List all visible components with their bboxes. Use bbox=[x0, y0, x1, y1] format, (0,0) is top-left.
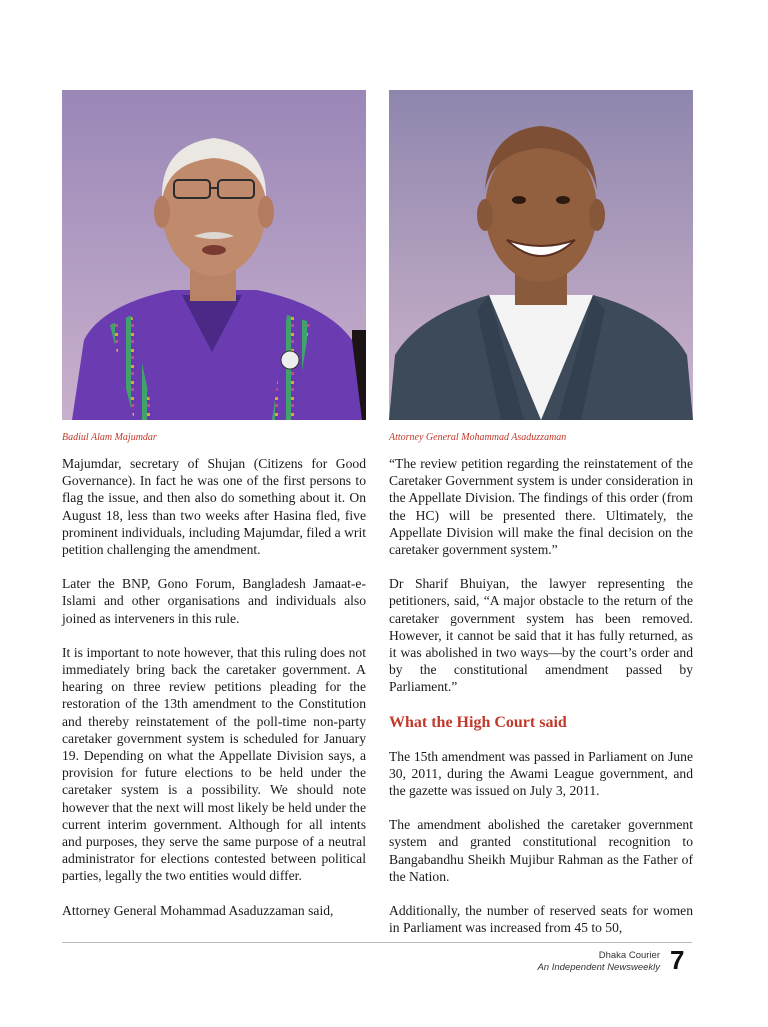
paragraph: Additionally, the number of reserved seats for women in Parliament was increased from 45 to 50, bbox=[389, 903, 693, 936]
photo-caption-right: Attorney General Mohammad Asaduzzaman bbox=[389, 432, 567, 443]
article-column-left bbox=[62, 455, 366, 936]
portrait-photo-asaduzzaman bbox=[389, 90, 693, 420]
article-column-right bbox=[389, 455, 693, 953]
paragraph: It is important to note however, that this ruling does not immediately bring back the caretaker government. A hearing on three review petitions pleading for the restoration of the 13th amendment to the Constitution and thereby reinstatement of the poll-time non-party caretaker government system is scheduled for January 19. Depending on what the Appellate Division says, a provision for future elections to be held under the caretaker system is a possibility. We should note however that the next will most likely be held under the current interim government. Although for all intents and purposes, they serve the same purpose of a neutral administrator for elections contested between political parties, legally the two entities would differ. bbox=[62, 644, 366, 884]
publication-name: Dhaka Courier bbox=[598, 950, 660, 961]
photo-caption-left: Badiul Alam Majumdar bbox=[62, 432, 157, 443]
page-number: 7 bbox=[670, 945, 685, 975]
paragraph: “The review petition regarding the reinstatement of the Caretaker Government system is under consideration in the Appellate Division. The findings of this order (from the HC) will be presented there. Ultimately, the Appellate Division will make the final decision on the caretaker government system.” bbox=[389, 456, 693, 558]
section-subheading: What the High Court said bbox=[389, 713, 567, 731]
footer-publication-block bbox=[537, 950, 660, 974]
footer-divider bbox=[62, 942, 692, 943]
paragraph: The amendment abolished the caretaker government system and granted constitutional recognition to Bangabandhu Sheikh Mujibur Rahman as the Father of the Nation. bbox=[389, 817, 693, 884]
publication-tagline: An Independent Newsweekly bbox=[537, 962, 660, 973]
paragraph: Later the BNP, Gono Forum, Bangladesh Jamaat-e-Islami and other organisations and individuals also joined as interveners in this rule. bbox=[62, 576, 366, 626]
paragraph: The 15th amendment was passed in Parliament on June 30, 2011, during the Awami League government, and the gazette was issued on July 3, 2011. bbox=[389, 748, 693, 799]
paragraph: Majumdar, secretary of Shujan (Citizens for Good Governance). In fact he was one of the first persons to flag the issue, and then also do something about it. On August 18, less than two weeks after Hasina fled, five prominent individuals, including Majumdar, filed a writ petition challenging the amendment. bbox=[62, 456, 366, 558]
paragraph: Attorney General Mohammad Asaduzzaman said, bbox=[62, 902, 334, 918]
paragraph: Dr Sharif Bhuiyan, the lawyer representing the petitioners, said, “A major obstacle to the return of the caretaker government system has been removed. However, it cannot be said that it has fully returned, as it was abolished in two ways—by the court’s order and by the constitutional amendment passed by Parliament.” bbox=[389, 576, 693, 695]
portrait-photo-majumdar bbox=[62, 90, 366, 420]
